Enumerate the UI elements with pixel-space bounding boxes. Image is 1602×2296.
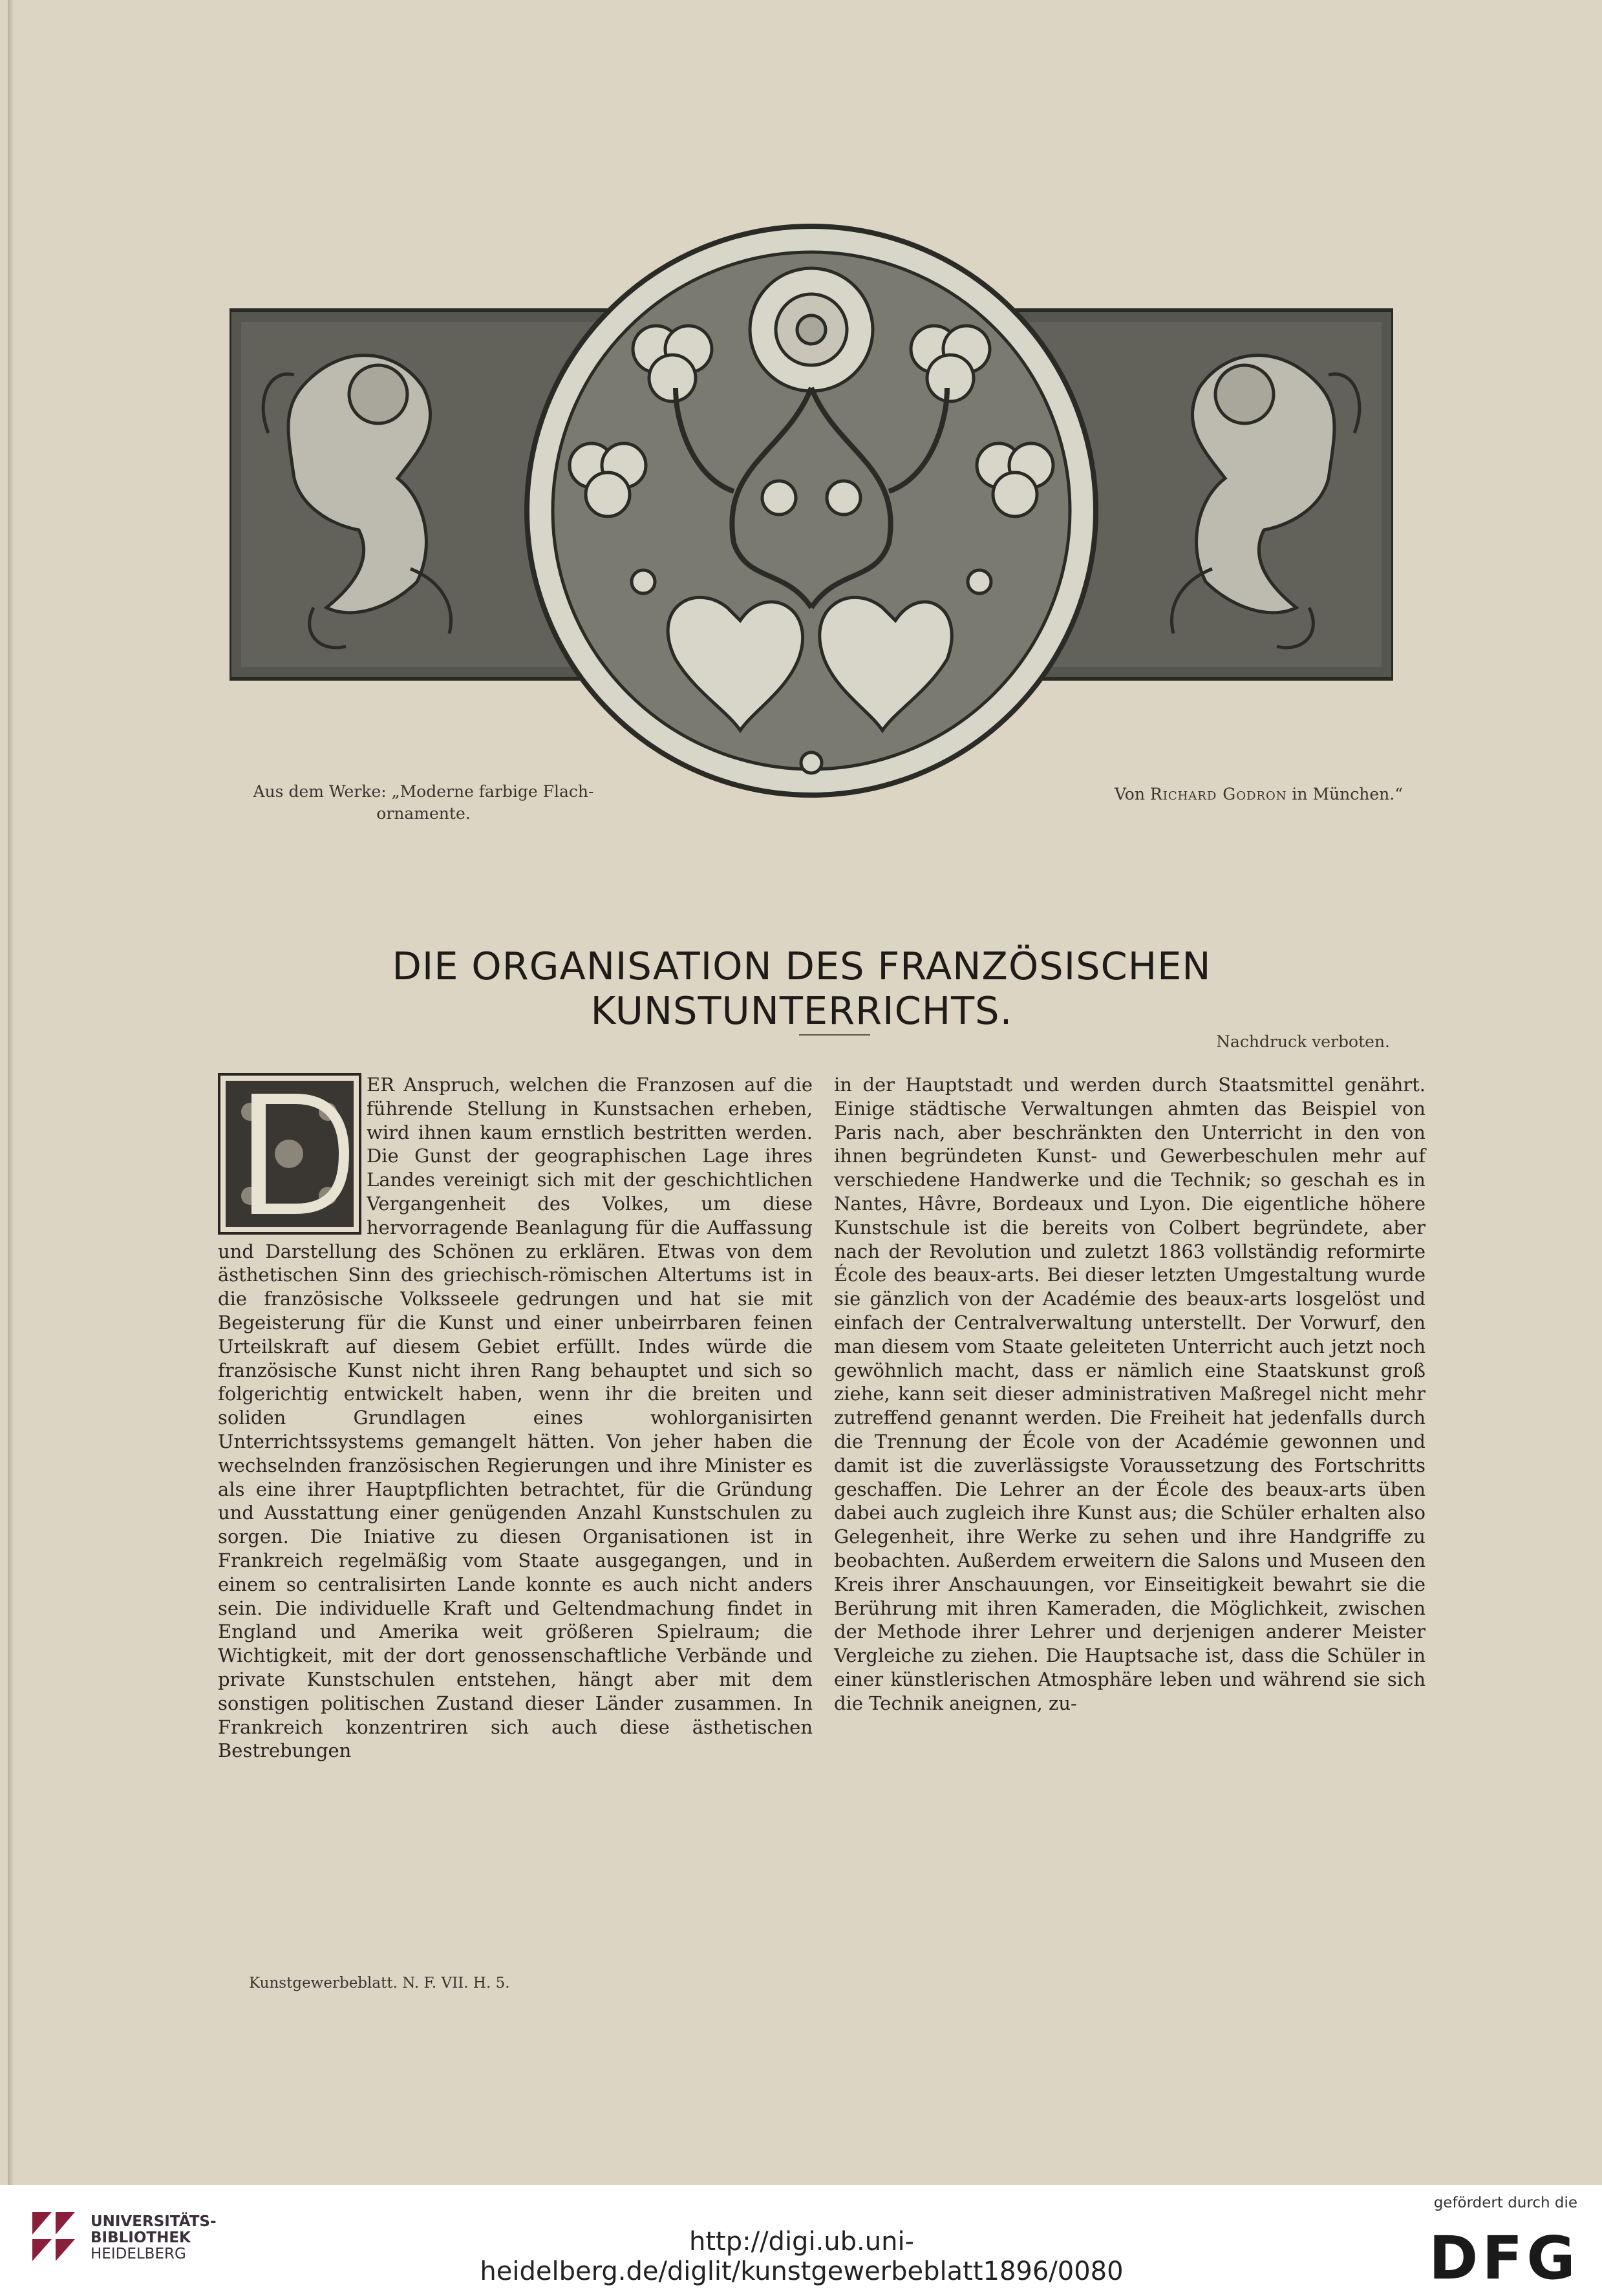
library-name[interactable] (91, 2214, 217, 2262)
ub-heidelberg-logo-icon[interactable] (26, 2206, 81, 2268)
article-column-left (218, 1073, 813, 1763)
title-divider (799, 1034, 870, 1036)
caption-left-line2: ornamente. (376, 804, 471, 823)
caption-left-line1: Aus dem Werke: „Moderne farbige Flach- (253, 782, 594, 801)
medallion-rose (750, 268, 873, 391)
decorated-initial-d-icon (218, 1073, 361, 1235)
caption-right-suffix: in München.“ (1292, 785, 1403, 803)
permalink-url[interactable]: http://digi.ub.uni-heidelberg.de/diglit/kunstgewerbeblatt1896/0080 (480, 2227, 1124, 2286)
library-line2: BIBLIOTHEK (91, 2229, 191, 2246)
figure-caption-left (230, 781, 617, 825)
figure-caption-right (1067, 783, 1403, 805)
right-column-text: in der Hauptstadt und werden durch Staatsmittel genährt. Einige städtische Verwaltungen ahmten das Beispiel von Paris nach, aber beschränkten den Unterricht in den von ihnen begründeten Kunst- und Gewerbeschulen mehr auf verschiedene Handwerke und die Technik; so geschah es in Nantes, Hâvre, Bordeaux und Lyon. Die eigentliche höhere Kunstschule ist die bereits von Colbert begründete, aber nach der Revolution und zuletzt 1863 vollständig reformirte École des beaux-arts. Bei dieser letzten Umgestaltung wurde sie gänzlich von der Académie des beaux-arts losgelöst und einfach der Centralverwaltung unterstellt. Der Vorwurf, den man diesem vom Staate geleiteten Unterricht auch jetzt noch gewöhnlich macht, dass er nämlich eine Staatskunst groß ziehe, kann seit dieser administrativen Maßregel nicht mehr zutreffend genannt werden. Die Freiheit hat jedenfalls durch die Trennung der École von der Académie gewonnen und damit ist die zuverlässigste Voraussetzung des Fortschritts geschaffen. Die Lehrer an der École des beaux-arts üben dabei auch zugleich ihre Kunst aus; die Schüler erhalten also Gelegenheit, ihre Werke zu sehen und ihre Handgriffe zu beobachten. Außerdem erweitern die Salons und Museen den Kreis ihrer Anschauungen, vor Einseitigkeit bewahrt sie die Berührung mit ihren Kameraden, die Möglichkeit, zwischen der Methode ihrer Lehrer und derjenigen anderer Meister Vergleiche zu ziehen. Die Hauptsache ist, dass die Schüler in einer künstlerischen Atmosphäre leben und während sie sich die Technik aneignen, zu- (834, 1074, 1426, 1714)
reprint-note: Nachdruck verboten. (1216, 1032, 1390, 1051)
funding-note: gefördert durch die (1433, 2195, 1577, 2211)
article-column-right (834, 1073, 1426, 1716)
left-column-text: ER Anspruch, welchen die Franzosen auf die führende Stellung in Kunstsachen erheben, wird ihnen kaum ernstlich bestritten werden. Die Gunst der geographischen Lage ihres Landes vereinigt sich mit der geschichtlichen Vergangenheit des Volkes, um diese hervorragende Beanlagung für die Auffassung und Darstellung des Schönen zu erklären. Etwas von dem ästhetischen Sinn des griechisch-römischen Altertums ist in die französische Volksseele gedrungen und hat sie mit Begeisterung für die Kunst und einer unbeirrbaren feinen Urteilskraft auf diesem Gebiet erfüllt. Indes würde die französische Kunst nicht ihren Rang behauptet und sich so folgerichtig entwickelt haben, wenn ihr die breiten und soliden Grundlagen eines wohlorganisirten Unterrichtssystems gemangelt hätten. Von jeher haben die wechselnden französischen Regierungen und ihre Minister es als eine ihrer Hauptpflichten betrachtet, für die Gründung und Ausstattung einer genügenden Anzahl Kunstschulen zu sorgen. Die Iniative zu diesen Organisationen ist in Frankreich regelmäßig vom Staate ausgegangen, und in einem so centralisirten Lande konnte es auch nicht anders sein. Die individuelle Kraft und Geltendmachung findet in England und Amerika weit größeren Spielraum; die Wichtigkeit, mit der dort genossenschaftliche Verbände und private Kunstschulen entstehen, hängt aber mit dem sonstigen politischen Zustand dieser Länder zusammen. In Frankreich konzentriren sich auch diese ästhetischen Bestrebungen (218, 1074, 813, 1762)
journal-footer: Kunstgewerbeblatt. N. F. VII. H. 5. (249, 1975, 510, 1992)
article-title: DIE ORGANISATION DES FRANZÖSISCHEN KUNSTUNTERRICHTS. (392, 944, 1212, 1033)
caption-author: Richard Godron (1149, 785, 1287, 803)
page-edge (8, 0, 14, 2185)
caption-right-prefix: Von (1115, 785, 1145, 803)
library-line3: HEIDELBERG (91, 2246, 186, 2262)
library-line1: UNIVERSITÄTS- (91, 2213, 217, 2230)
dfg-logo-icon[interactable]: DFG (1429, 2224, 1579, 2293)
ornamental-header-image (230, 220, 1393, 802)
